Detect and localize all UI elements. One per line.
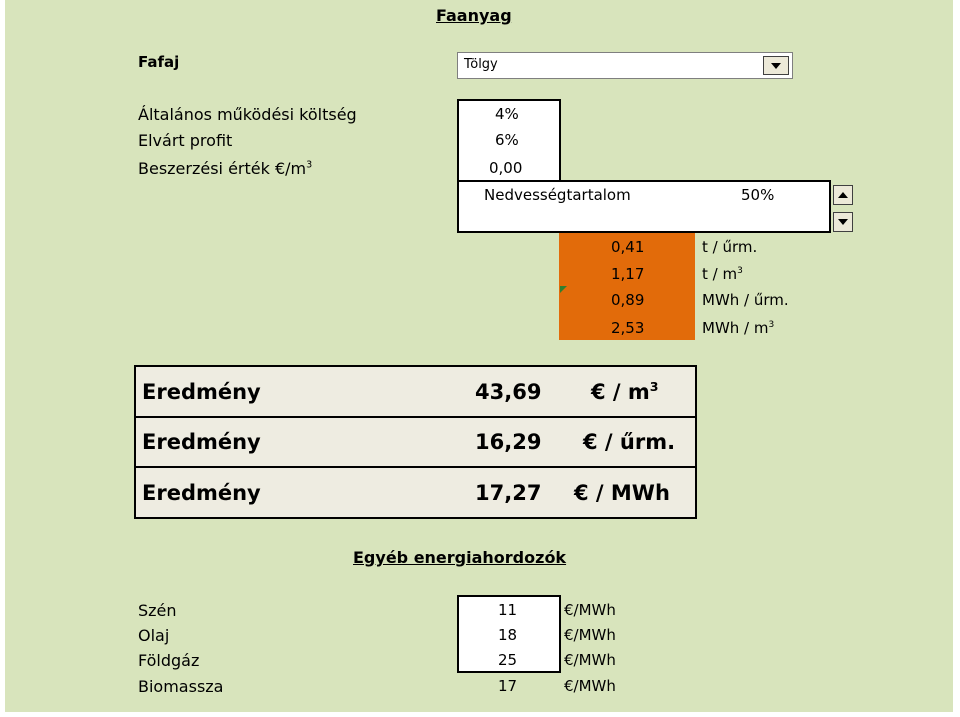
conversion-value: 1,17 xyxy=(611,265,645,283)
beszerzesi-ertek-label: Beszerzési érték $€/m^3$ xyxy=(138,159,313,178)
result-value: 17,27 xyxy=(475,481,542,505)
spin-up-icon xyxy=(838,192,848,198)
spreadsheet-sheet xyxy=(5,0,953,712)
conversion-unit: MWh / $m^3$ xyxy=(702,319,775,337)
result-unit: € / $m^3$ xyxy=(591,379,659,404)
faanyag-title: Faanyag xyxy=(436,6,512,25)
conversion-unit: t / $m^3$ xyxy=(702,265,743,283)
result-value: 43,69 xyxy=(475,380,542,404)
result-unit: € / űrm. xyxy=(583,430,676,454)
conversion-value: 0,89 xyxy=(611,291,645,309)
spin-down-icon xyxy=(838,219,848,225)
energia-label: Szén xyxy=(138,601,177,620)
mukodesi-koltseg-input[interactable]: 4% xyxy=(495,105,519,123)
energia-price-input[interactable]: 11 xyxy=(498,601,518,619)
energia-label: Biomassza xyxy=(138,677,224,696)
result-row xyxy=(134,365,697,418)
result-row xyxy=(134,416,697,468)
energia-price-value: 17 xyxy=(498,677,518,695)
result-label: Eredmény xyxy=(142,430,261,454)
mukodesi-koltseg-label: Általános működési költség xyxy=(138,105,357,124)
egyeb-title: Egyéb energiahordozók xyxy=(353,548,567,567)
fafaj-label: Fafaj xyxy=(138,53,180,71)
result-label: Eredmény xyxy=(142,380,261,404)
nedvesseg-spin-down[interactable] xyxy=(833,212,853,232)
beszerzesi-ertek-input[interactable]: 0,00 xyxy=(489,159,523,177)
result-label: Eredmény xyxy=(142,481,261,505)
elvart-profit-label: Elvárt profit xyxy=(138,131,233,150)
fafaj-selected-value: Tölgy xyxy=(464,57,498,72)
energia-label: Olaj xyxy=(138,626,170,645)
nedvesseg-value: 50% xyxy=(741,186,775,204)
fafaj-dropdown[interactable] xyxy=(457,52,793,79)
result-row xyxy=(134,466,697,519)
energia-label: Földgáz xyxy=(138,651,200,670)
conversion-unit: t / űrm. xyxy=(702,238,758,256)
nedvesseg-spin-up[interactable] xyxy=(833,185,853,205)
result-unit: € / MWh xyxy=(574,481,670,505)
energia-price-input[interactable]: 25 xyxy=(498,651,518,669)
fafaj-dropdown-button[interactable] xyxy=(763,56,789,75)
cell-comment-marker xyxy=(560,286,567,293)
energia-unit: €/MWh xyxy=(564,677,616,695)
result-value: 16,29 xyxy=(475,430,542,454)
nedvesseg-label: Nedvességtartalom xyxy=(484,186,631,204)
energia-unit: €/MWh xyxy=(564,651,616,669)
energia-unit: €/MWh xyxy=(564,626,616,644)
chevron-down-icon xyxy=(771,63,781,69)
energia-price-input[interactable]: 18 xyxy=(498,626,518,644)
elvart-profit-input[interactable]: 6% xyxy=(495,131,519,149)
conversion-value: 2,53 xyxy=(611,319,645,337)
conversion-unit: MWh / űrm. xyxy=(702,291,789,309)
conversion-value: 0,41 xyxy=(611,238,645,256)
energia-unit: €/MWh xyxy=(564,601,616,619)
